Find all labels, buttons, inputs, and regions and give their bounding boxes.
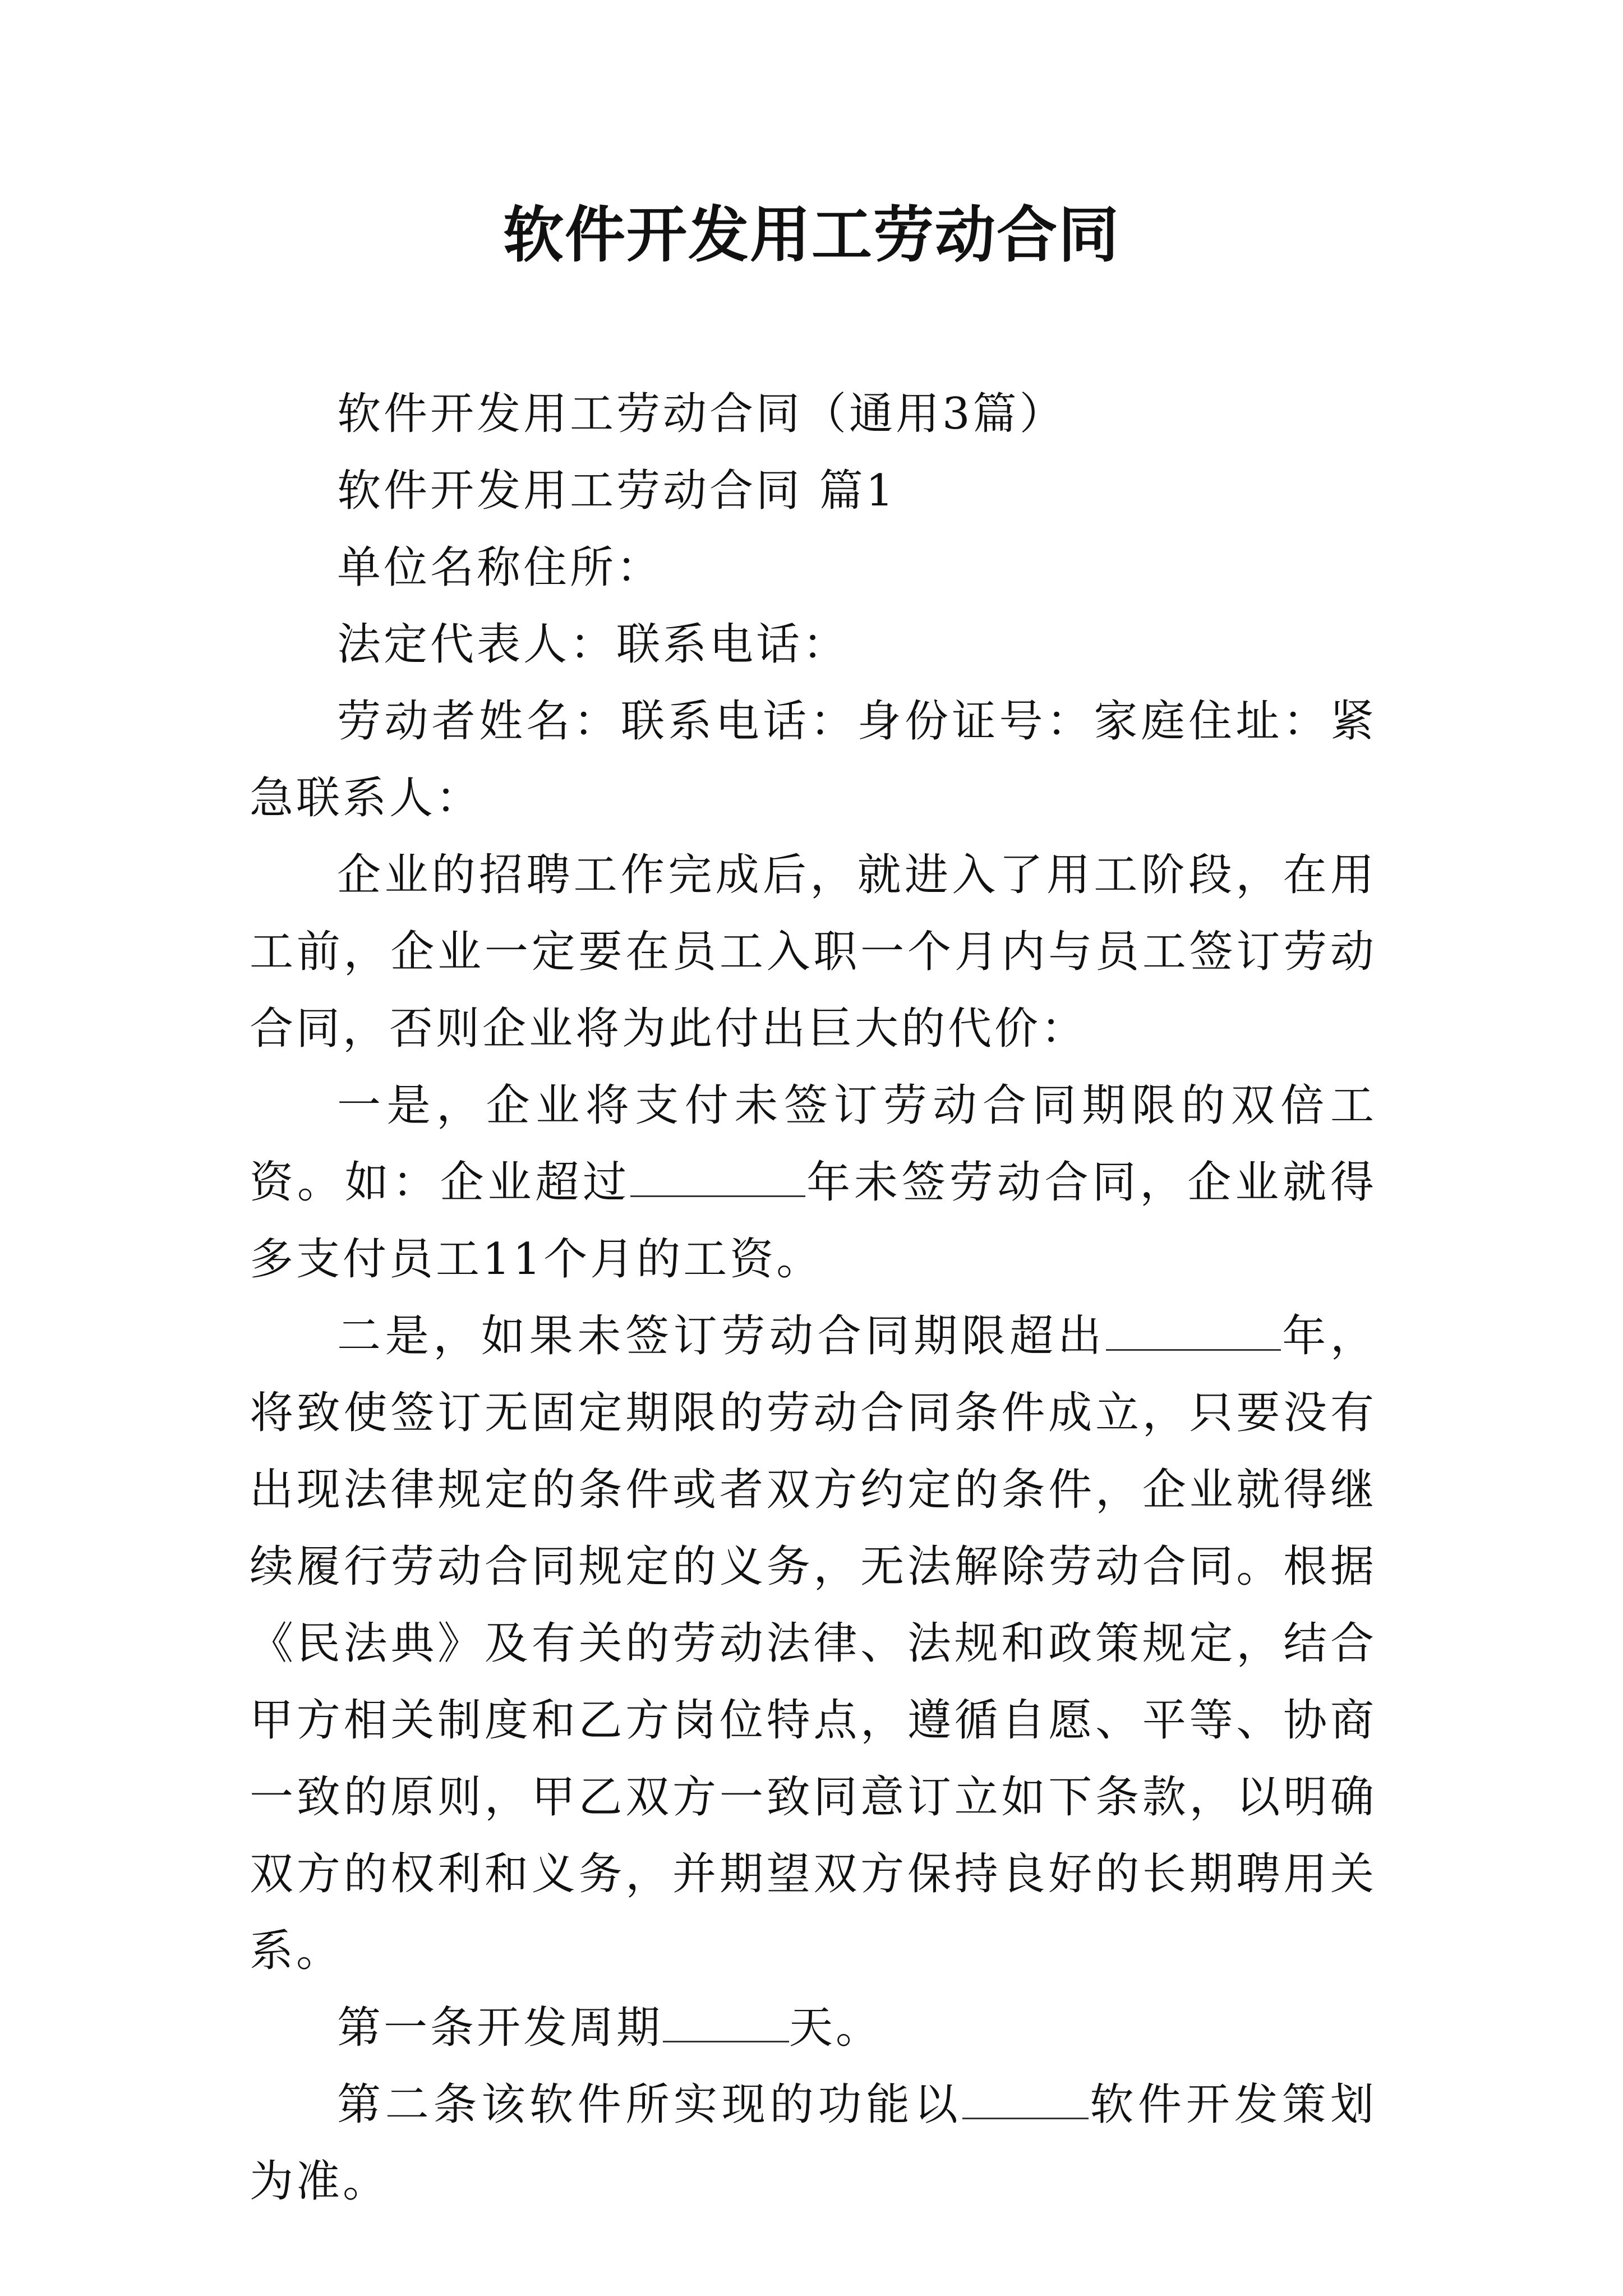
paragraph-intro: 企业的招聘工作完成后，就进入了用工阶段，在用工前，企业一定要在员工入职一个月内与员工签订劳动合同，否则企业将为此付出巨大的代价：	[250, 850, 1377, 1054]
paragraph-text: 年未签劳动合同，企业就得多支付员工11个月的工资。	[250, 1157, 1377, 1285]
paragraph-heading-general: 软件开发用工劳动合同（通用3篇）	[337, 389, 1066, 439]
paragraph-text: 天。	[789, 2003, 883, 2053]
paragraph-heading-part1: 软件开发用工劳动合同 篇1	[337, 466, 897, 516]
paragraph-text: 年，将致使签订无固定期限的劳动合同条件成立，只要没有出现法律规定的条件或者双方约定的条件，企业就得继续履行劳动合同规定的义务，无法解除劳动合同。根据《民法典》及有关的劳动法律、法规和政策规定，结合甲方相关制度和乙方岗位特点，遵循自愿、平等、协商一致的原则，甲乙双方一致同意订立如下条款，以明确双方的权利和义务，并期望双方保持良好的长期聘用关系。	[250, 1311, 1377, 1976]
document-title: 软件开发用工劳动合同	[502, 200, 1120, 270]
paragraph-text: 第一条开发周期	[337, 2003, 663, 2053]
paragraph-article-two	[250, 2067, 1377, 2220]
fill-in-blank	[630, 1158, 805, 1197]
paragraph-employer-info: 单位名称住所：	[337, 542, 663, 593]
paragraph-text: 二是，如果未签订劳动合同期限超出	[337, 1311, 1106, 1361]
paragraph-point-two	[250, 1298, 1377, 1990]
paragraph-employee-info: 劳动者姓名：联系电话：身份证号：家庭住址：紧急联系人：	[250, 696, 1377, 823]
paragraph-article-one	[250, 1990, 1377, 2067]
paragraph-text: 一是，企业将支付未签订劳动合同期限的双倍工资。如：企业超过	[250, 1080, 1377, 1208]
fill-in-blank	[1106, 1312, 1281, 1351]
fill-in-blank	[663, 2004, 789, 2042]
paragraph-text: 第二条该软件所实现的功能以	[337, 2079, 962, 2130]
paragraph-point-one	[250, 1068, 1377, 1298]
paragraph-text: 软件开发策划为准。	[250, 2079, 1377, 2207]
document-body	[250, 376, 1377, 2220]
fill-in-blank	[962, 2081, 1089, 2119]
paragraph-legal-rep: 法定代表人：联系电话：	[337, 619, 850, 670]
